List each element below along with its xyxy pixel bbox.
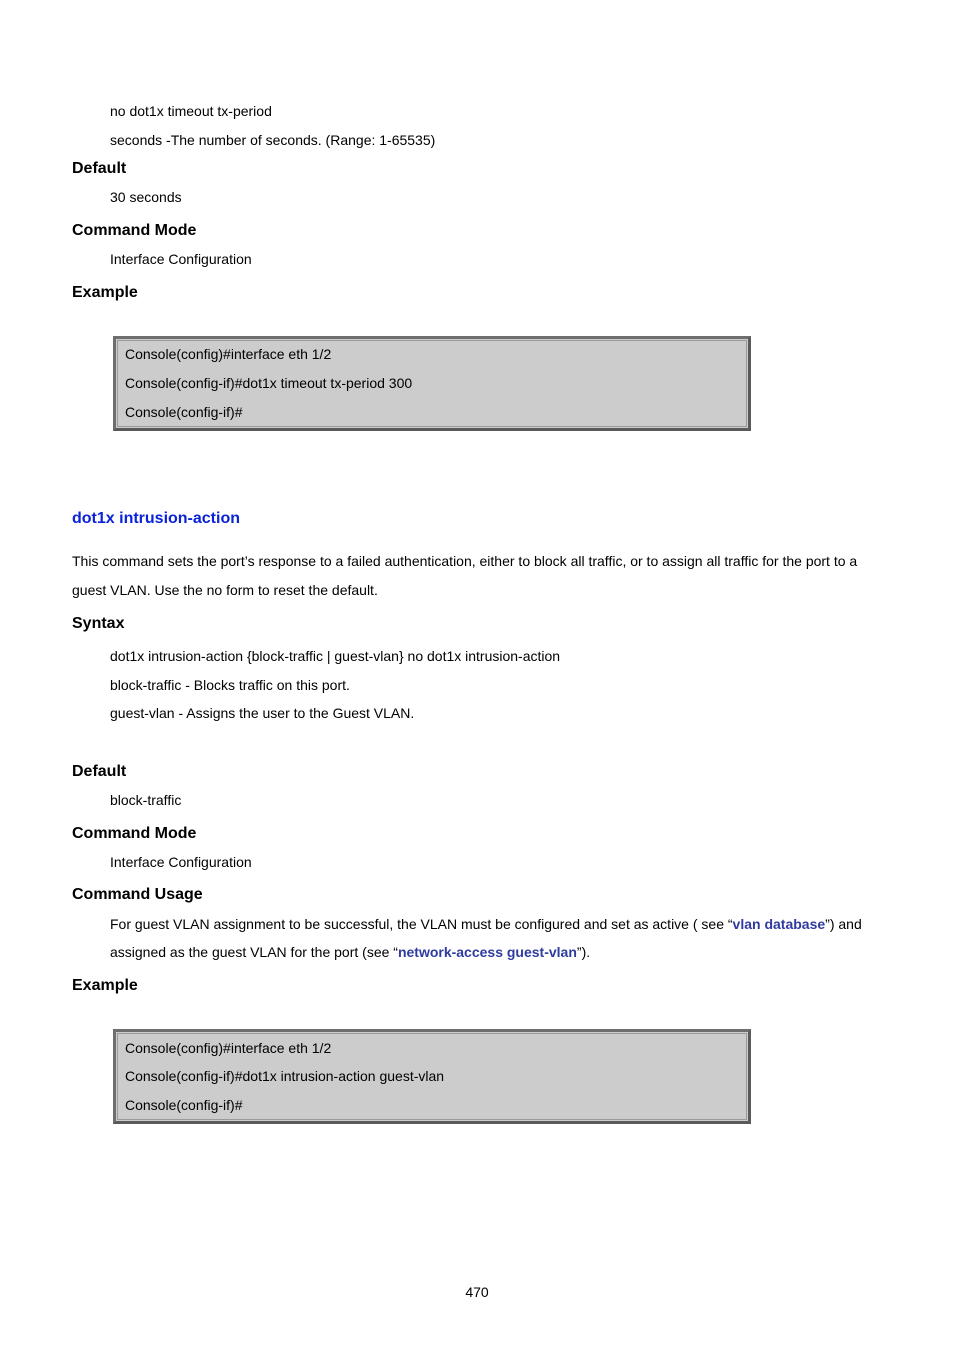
param-seconds: seconds -The number of seconds. (Range: 1-65535) xyxy=(110,132,436,148)
example-heading: Example xyxy=(72,977,138,994)
syntax-line: dot1x intrusion-action {block-traffic | guest-vlan} no dot1x intrusion-action xyxy=(110,648,561,664)
command-usage-heading: Command Usage xyxy=(72,886,203,903)
usage-text: assigned as the guest VLAN for the port (see “ xyxy=(110,944,398,960)
command-mode-value: Interface Configuration xyxy=(110,854,252,870)
page-number: 470 xyxy=(465,1284,489,1300)
description-line: This command sets the port’s response to a failed authentication, either to block all traffic, or to assign all traffic for the port to a xyxy=(72,553,858,569)
usage-text: ”). xyxy=(576,944,591,960)
code-line: Console(config-if)# xyxy=(125,1097,243,1113)
default-value: block-traffic xyxy=(110,792,182,808)
default-heading: Default xyxy=(72,160,127,177)
command-title: dot1x intrusion-action xyxy=(72,510,240,527)
usage-text: For guest VLAN assignment to be successful, the VLAN must be configured and set as active ( see “ xyxy=(110,916,733,932)
network-access-guest-vlan-link[interactable]: network-access guest-vlan xyxy=(397,944,577,960)
command-mode-heading: Command Mode xyxy=(72,222,197,239)
default-value: 30 seconds xyxy=(110,189,182,205)
code-line: Console(config-if)# xyxy=(125,404,243,420)
code-line: Console(config-if)#dot1x timeout tx-period 300 xyxy=(125,375,413,391)
syntax-heading: Syntax xyxy=(72,615,125,632)
usage-line xyxy=(110,916,862,933)
usage-line xyxy=(110,944,590,961)
param-guest-vlan: guest-vlan - Assigns the user to the Guest VLAN. xyxy=(110,705,415,721)
param-block-traffic: block-traffic - Blocks traffic on this port. xyxy=(110,677,350,693)
example-code-block xyxy=(113,1029,751,1124)
default-heading: Default xyxy=(72,763,127,780)
command-mode-value: Interface Configuration xyxy=(110,251,252,267)
vlan-database-link[interactable]: vlan database xyxy=(732,916,826,932)
command-mode-heading: Command Mode xyxy=(72,825,197,842)
code-line: Console(config)#interface eth 1/2 xyxy=(125,1040,332,1056)
description-line: guest VLAN. Use the no form to reset the default. xyxy=(72,582,378,598)
example-code-block xyxy=(113,336,751,431)
usage-text: ”) and xyxy=(825,916,862,932)
syntax-no-form: no dot1x timeout tx-period xyxy=(110,103,272,119)
code-line: Console(config-if)#dot1x intrusion-action guest-vlan xyxy=(125,1068,445,1084)
example-heading: Example xyxy=(72,284,138,301)
code-line: Console(config)#interface eth 1/2 xyxy=(125,346,332,362)
